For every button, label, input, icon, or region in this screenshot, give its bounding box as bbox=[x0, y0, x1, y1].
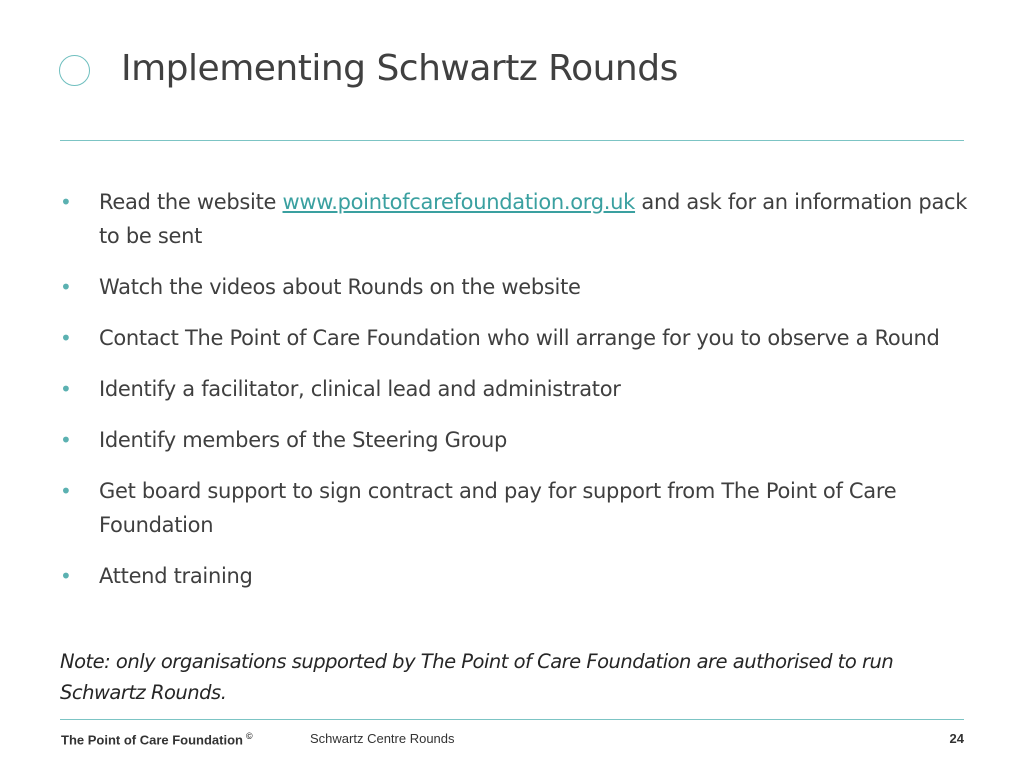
bullet-icon: • bbox=[60, 428, 72, 452]
list-item-text: Watch the videos about Rounds on the website bbox=[99, 275, 581, 299]
title-divider bbox=[60, 140, 964, 141]
list-item bbox=[60, 474, 970, 542]
page-title: Implementing Schwartz Rounds bbox=[121, 48, 678, 89]
bullet-icon: • bbox=[60, 564, 72, 588]
list-item bbox=[60, 559, 970, 593]
list-item-text: Get board support to sign contract and pay for support from The Point of Care Foundation bbox=[99, 479, 897, 537]
title-circle-icon bbox=[59, 55, 90, 86]
list-item-text: Identify members of the Steering Group bbox=[99, 428, 508, 452]
website-link[interactable]: www.pointofcarefoundation.org.uk bbox=[282, 190, 636, 214]
list-item bbox=[60, 372, 970, 406]
list-item bbox=[60, 321, 970, 355]
footer-organization bbox=[61, 731, 253, 747]
list-item bbox=[60, 270, 970, 304]
list-item-text: Read the website bbox=[99, 190, 283, 214]
bullet-list bbox=[60, 185, 970, 610]
bullet-icon: • bbox=[60, 377, 72, 401]
page-number: 24 bbox=[949, 731, 964, 746]
bullet-icon: • bbox=[60, 479, 72, 503]
footer-divider bbox=[60, 719, 964, 720]
list-item bbox=[60, 185, 970, 253]
copyright-icon: © bbox=[246, 731, 253, 741]
list-item-text: Identify a facilitator, clinical lead and administrator bbox=[99, 377, 621, 401]
list-item-text: Contact The Point of Care Foundation who will arrange for you to observe a Round bbox=[99, 326, 940, 350]
authorisation-note: Note: only organisations supported by The Point of Care Foundation are authorised to run Schwartz Rounds. bbox=[60, 650, 894, 704]
list-item-text: Attend training bbox=[99, 564, 253, 588]
list-item bbox=[60, 423, 970, 457]
bullet-icon: • bbox=[60, 275, 72, 299]
list-item-text: and ask for an information pack to be sent bbox=[99, 190, 968, 248]
footer-presentation-title: Schwartz Centre Rounds bbox=[310, 731, 455, 746]
bullet-icon: • bbox=[60, 326, 72, 350]
bullet-icon: • bbox=[60, 190, 72, 214]
footer-organization-name: The Point of Care Foundation bbox=[61, 732, 243, 748]
